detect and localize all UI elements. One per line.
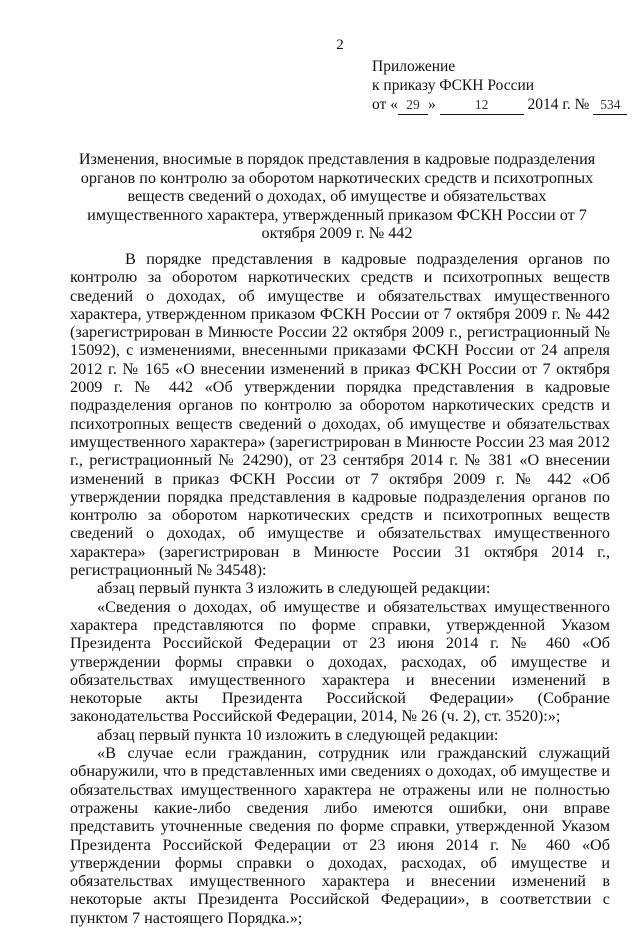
appendix-order-ref: к приказу ФСКН России [372, 77, 535, 94]
document-heading: Изменения, вносимые в порядок представления в кадровые подразделения органов по контролю за оборотом наркотических средств и психотропных веществ сведений о доходах, об имуществе и обязательствах имущественного характера, утвержденный приказом ФСКН России от 7 октября 2009 г. № 442 [78, 150, 596, 242]
date-month: 12 [440, 95, 524, 115]
appendix-title: Приложение [372, 58, 456, 75]
appendix-header [372, 57, 627, 115]
paragraph-quote-3: «Сведения о доходах, об имуществе и обязательствах имущественного характера представляются по форме справки, утвержденной Указом Президента Российской Федерации от 23 июня 2014 г. № 460 «Об утверждении формы справки о доходах, расходах, об имуществе и обязательствах имущественного характера и внесении изменений в некоторые акты Президента Российской Федерации» (Собрание законодательства Российской Федерации, 2014, № 26 (ч. 2), ст. 3520):»; [70, 597, 610, 726]
paragraph-item-10: абзац первый пункта 10 изложить в следующей редакции: [97, 725, 499, 744]
date-day: 29 [398, 95, 428, 115]
paragraph-intro: В порядке представления в кадровые подразделения органов по контролю за оборотом наркотических средств и психотропных веществ сведений о доходах, об имуществе и обязательствах имущественного характера, утвержденном приказом ФСКН России от 7 октября 2009 г. № 442 (зарегистрирован в Минюсте России 22 октября 2009 г., регистрационный № 15092), с изменениями, внесенными приказами ФСКН России от 24 апреля 2012 г. № 165 «О внесении изменений в приказ ФСКН России от 7 октября 2009 г. № 442 «Об утверждении порядка представления в кадровые подразделения органов по контролю за оборотом наркотических средств и психотропных веществ сведений о доходах, об имуществе и обязательствах имущественного характера» (зарегистрирован в Минюсте России 23 мая 2012 г., регистрационный № 24290), от 23 сентября 2014 г. № 381 «О внесении изменений в приказ ФСКН России от 7 октября 2009 г. № 442 «Об утверждении порядка представления в кадровые подразделения органов по контролю за оборотом наркотических средств и психотропных веществ сведений о доходах, об имуществе и обязательствах имущественного характера» (зарегистрирован в Минюсте России 31 октября 2014 г., регистрационный № 34548): [70, 250, 610, 580]
page-number: 2 [336, 37, 344, 53]
order-number: 534 [593, 95, 627, 115]
appendix-date-line [372, 95, 627, 115]
paragraph-quote-10: «В случае если гражданин, сотрудник или гражданский служащий обнаружили, что в представленных ими сведениях о доходах, об имуществе и обязательствах имущественного характера не отражены или не полностью отражены какие-либо сведения либо имеются ошибки, они вправе представить уточненные сведения по форме справки, утвержденной Указом Президента Российской Федерации от 23 июня 2014 г. № 460 «Об утверждении формы справки о доходах, расходах, об имуществе и обязательствах имущественного характера и внесении изменений в некоторые акты Президента Российской Федерации», в соответствии с пунктом 7 настоящего Порядка.»; [70, 744, 610, 927]
date-mid: » [427, 96, 436, 113]
date-year: 2014 г. № [527, 96, 590, 113]
paragraph-item-3: абзац первый пункта 3 изложить в следующей редакции: [97, 579, 491, 598]
document-body [70, 250, 610, 927]
date-prefix: от « [372, 96, 398, 113]
